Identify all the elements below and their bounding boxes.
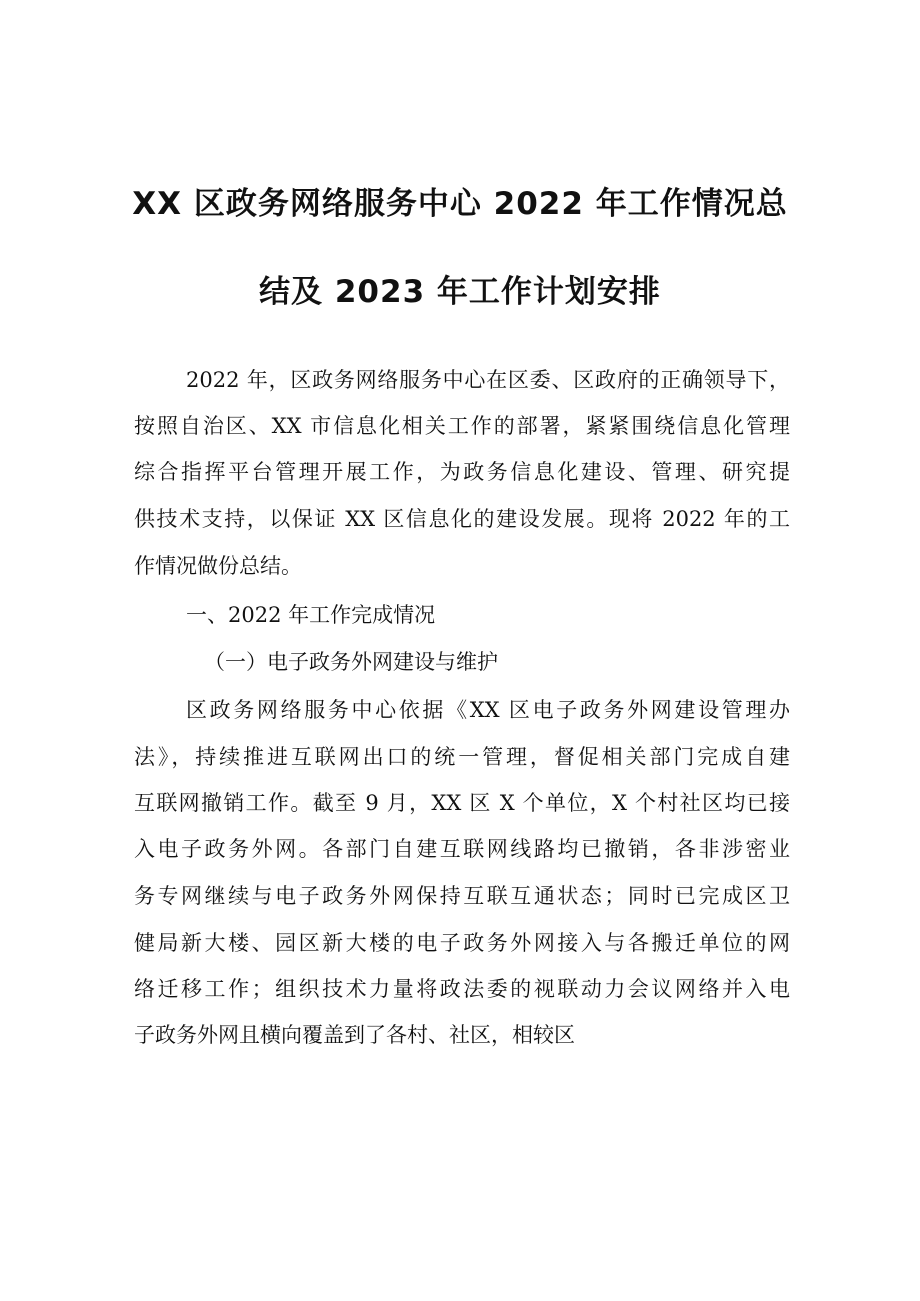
paragraph-1-line-1: 2022 年，区政务网络服务中心在区委、区政府的正确领导下， [186, 368, 790, 392]
document-title-line-2: 结及 2023 年工作计划安排 [259, 274, 661, 310]
paragraph-2-line-7: 络迁移工作；组织技术力量将政法委的视联动力会议网络并入电 [134, 977, 790, 1001]
paragraph-2-line-1: 区政务网络服务中心依据《XX 区电子政务外网建设管理办 [186, 698, 790, 722]
paragraph-2-line-4: 入电子政务外网。各部门自建互联网线路均已撤销，各非涉密业 [134, 837, 790, 861]
paragraph-1-line-4: 供技术支持，以保证 XX 区信息化的建设发展。现将 2022 年的工 [134, 507, 790, 531]
paragraph-2-line-8: 子政务外网且横向覆盖到了各村、社区，相较区 [134, 1023, 575, 1047]
document-title-line-1: XX 区政务网络服务中心 2022 年工作情况总 [132, 186, 788, 222]
paragraph-1-line-5: 作情况做份总结。 [134, 554, 302, 578]
paragraph-2-line-3: 互联网撤销工作。截至 9 月，XX 区 X 个单位，X 个村社区均已接 [134, 791, 790, 815]
paragraph-2-line-5: 务专网继续与电子政务外网保持互联互通状态；同时已完成区卫 [134, 884, 790, 908]
section-heading-1: 一、2022 年工作完成情况 [186, 603, 436, 627]
paragraph-1-line-2: 按照自治区、XX 市信息化相关工作的部署，紧紧围绕信息化管理 [134, 414, 790, 438]
paragraph-2-line-2: 法》，持续推进互联网出口的统一管理，督促相关部门完成自建 [134, 745, 790, 769]
paragraph-2-line-6: 健局新大楼、园区新大楼的电子政务外网接入与各搬迁单位的网 [134, 931, 790, 955]
section-heading-2: （一）电子政务外网建设与维护 [204, 650, 498, 674]
paragraph-1-line-3: 综合指挥平台管理开展工作，为政务信息化建设、管理、研究提 [134, 460, 790, 484]
